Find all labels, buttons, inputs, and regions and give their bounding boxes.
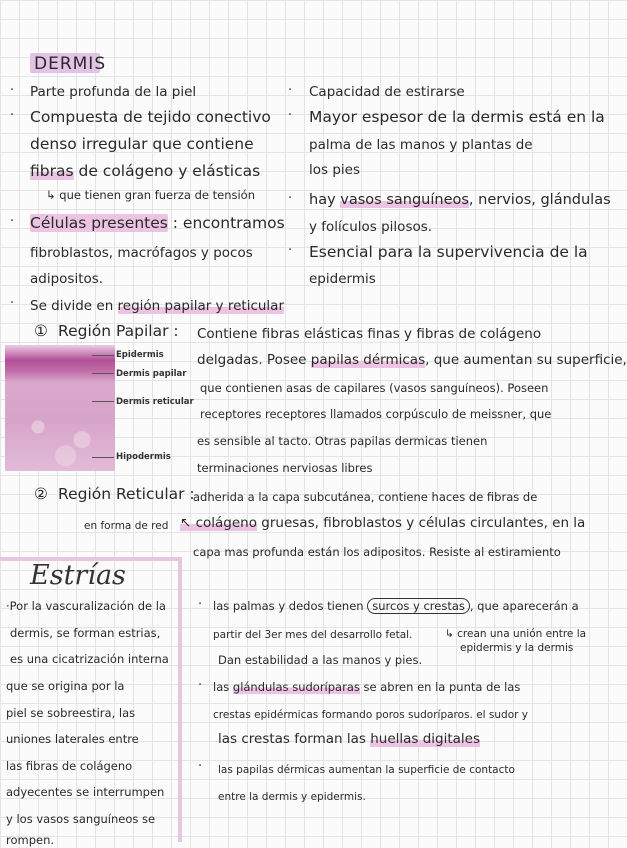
pointer-line xyxy=(92,401,114,402)
text: se abren en la punta de las xyxy=(359,680,521,694)
papilar-heading: Región Papilar : xyxy=(58,322,179,340)
estrias-line-5: piel se sobreestira, las xyxy=(6,706,136,720)
bottom-p1-note-line-2: epidermis y la dermis xyxy=(460,642,574,654)
right-bullet-3-line-1 xyxy=(309,192,611,208)
bullet-dot: · xyxy=(198,759,203,774)
colageno-highlight: ↖ colágeno xyxy=(180,515,257,531)
text: las palmas y dedos tienen xyxy=(213,599,368,613)
right-bullet-3-line-2: y folículos pilosos. xyxy=(309,219,433,235)
bullet-dot: · xyxy=(288,83,293,98)
papilar-line-6: terminaciones nerviosas libres xyxy=(197,461,373,475)
estrias-heading: Estrías xyxy=(30,560,126,591)
pointer-line xyxy=(92,373,114,374)
bullet-dot: · xyxy=(198,678,203,693)
estrias-line-8: adyecentes se interrumpen xyxy=(6,785,165,799)
bullet-dot: · xyxy=(10,83,15,98)
left-bullet-2-line-1: Compuesta de tejido conectivo xyxy=(30,108,271,126)
pointer-line xyxy=(92,355,114,356)
surcos-circle: surcos y crestas xyxy=(367,598,470,614)
papilar-number: ① xyxy=(34,322,48,340)
text: de colágeno y elásticas xyxy=(73,162,261,180)
bullet-dot: · xyxy=(198,597,203,612)
estrias-right-border xyxy=(178,557,182,842)
label-hipodermis: Hipodermis xyxy=(116,452,171,462)
reticular-side-note: en forma de red xyxy=(84,520,169,532)
papilas-highlight: papilas dérmicas xyxy=(310,352,426,368)
right-bullet-1: Capacidad de estirarse xyxy=(309,84,465,100)
bottom-p1-line-3: Dan estabilidad a las manos y pies. xyxy=(218,653,423,667)
text: hay xyxy=(309,192,341,208)
estrias-line-9: y los vasos sanguíneos se xyxy=(6,812,156,826)
left-bullet-3-line-2: fibroblastos, macrófagos y pocos xyxy=(30,245,253,261)
estrias-line-10: rompen. xyxy=(6,833,55,847)
text: Se divide en xyxy=(30,298,118,314)
left-bullet-3-line-1 xyxy=(30,215,285,231)
reticular-line-3: capa mas profunda están los adipositos. Resiste al estiramiento xyxy=(193,545,561,559)
reticular-heading: Región Reticular : xyxy=(58,485,195,503)
skin-histology-image xyxy=(5,345,115,471)
text: : encontramos xyxy=(167,214,285,232)
label-dermis-papilar: Dermis papilar xyxy=(116,369,187,379)
right-bullet-4-line-2: epidermis xyxy=(309,271,376,287)
bullet-dot: · xyxy=(10,108,15,123)
estrias-line-1: ·Por la vascuralización de la xyxy=(6,599,166,613)
left-bullet-1: Parte profunda de la piel xyxy=(30,84,197,100)
vasos-highlight: vasos sanguíneos xyxy=(340,192,469,208)
right-bullet-4-line-1: Esencial para la supervivencia de la xyxy=(309,243,588,261)
bottom-p1-note-line-1: ↳ crean una unión entre la xyxy=(445,628,587,640)
right-bullet-2-line-3: los pies xyxy=(309,162,360,178)
bullet-dot: · xyxy=(288,243,293,258)
left-bullet-3-line-3: adipositos. xyxy=(30,271,104,287)
bottom-p3-line-1: las papilas dérmicas aumentan la superficie de contacto xyxy=(218,764,515,776)
label-dermis-reticular: Dermis reticular xyxy=(116,397,194,407)
estrias-line-6: uniones laterales entre xyxy=(6,732,139,746)
region-highlight: región papilar y reticular xyxy=(117,298,284,314)
page-title: DERMIS xyxy=(34,54,107,74)
estrias-line-3: es una cicatrización interna xyxy=(10,652,169,666)
text: , nervios, glándulas xyxy=(468,192,611,208)
right-bullet-2-line-1: Mayor espesor de la dermis está en la xyxy=(309,108,605,126)
bottom-p2-line-1 xyxy=(213,679,520,695)
divide-line xyxy=(30,298,284,314)
text: , que aparecerán a xyxy=(469,599,579,613)
papilar-line-1: Contiene fibras elásticas finas y fibras de colágeno xyxy=(197,326,542,342)
papilar-line-5: es sensible al tacto. Otras papilas dermicas tienen xyxy=(197,434,488,448)
huellas-highlight: huellas digitales xyxy=(370,731,481,747)
bottom-p2-line-3 xyxy=(218,731,480,747)
reticular-line-1: adherida a la capa subcutánea, contiene haces de fibras de xyxy=(193,490,538,504)
bottom-p2-line-2: crestas epidérmicas formando poros sudoríparos. el sudor y xyxy=(213,709,529,721)
bottom-p1-line-2: partir del 3er mes del desarrollo fetal. xyxy=(213,629,413,641)
text: delgadas. Posee xyxy=(197,352,311,368)
bullet-dot: · xyxy=(10,296,15,311)
text: las crestas forman las xyxy=(218,731,371,747)
text: las xyxy=(213,680,233,694)
celulas-highlight: Células presentes xyxy=(30,214,168,232)
fibras-highlight: fibras xyxy=(30,162,74,180)
bullet-dot: · xyxy=(288,108,293,123)
reticular-line-2 xyxy=(180,515,585,531)
label-epidermis: Epidermis xyxy=(116,350,164,360)
estrias-line-2: dermis, se forman estrias, xyxy=(10,626,161,640)
text: , que aumentan su superficie, xyxy=(425,352,627,368)
reticular-number: ② xyxy=(34,485,48,503)
papilar-line-3: que contienen asas de capilares (vasos sanguíneos). Poseen xyxy=(200,381,549,395)
bottom-p3-line-2: entre la dermis y epidermis. xyxy=(218,791,366,803)
bullet-dot: · xyxy=(10,214,15,229)
bottom-p1-line-1 xyxy=(213,598,579,614)
bullet-dot: · xyxy=(288,191,293,206)
glandulas-highlight: glándulas sudoríparas xyxy=(232,680,360,694)
papilar-line-2 xyxy=(197,352,627,368)
pointer-line xyxy=(92,457,114,458)
estrias-line-4: que se origina por la xyxy=(6,679,125,693)
left-bullet-2-note: ↳ que tienen gran fuerza de tensión xyxy=(46,188,256,202)
papilar-line-4: receptores receptores llamados corpúsculo de meissner, que xyxy=(200,407,552,421)
estrias-line-7: las fibras de colágeno xyxy=(6,759,133,773)
text: gruesas, fibroblastos y células circulantes, en la xyxy=(257,515,586,531)
right-bullet-2-line-2: palma de las manos y plantas de xyxy=(309,137,533,153)
left-bullet-2-line-3 xyxy=(30,163,260,179)
left-bullet-2-line-2: denso irregular que contiene xyxy=(30,135,254,153)
